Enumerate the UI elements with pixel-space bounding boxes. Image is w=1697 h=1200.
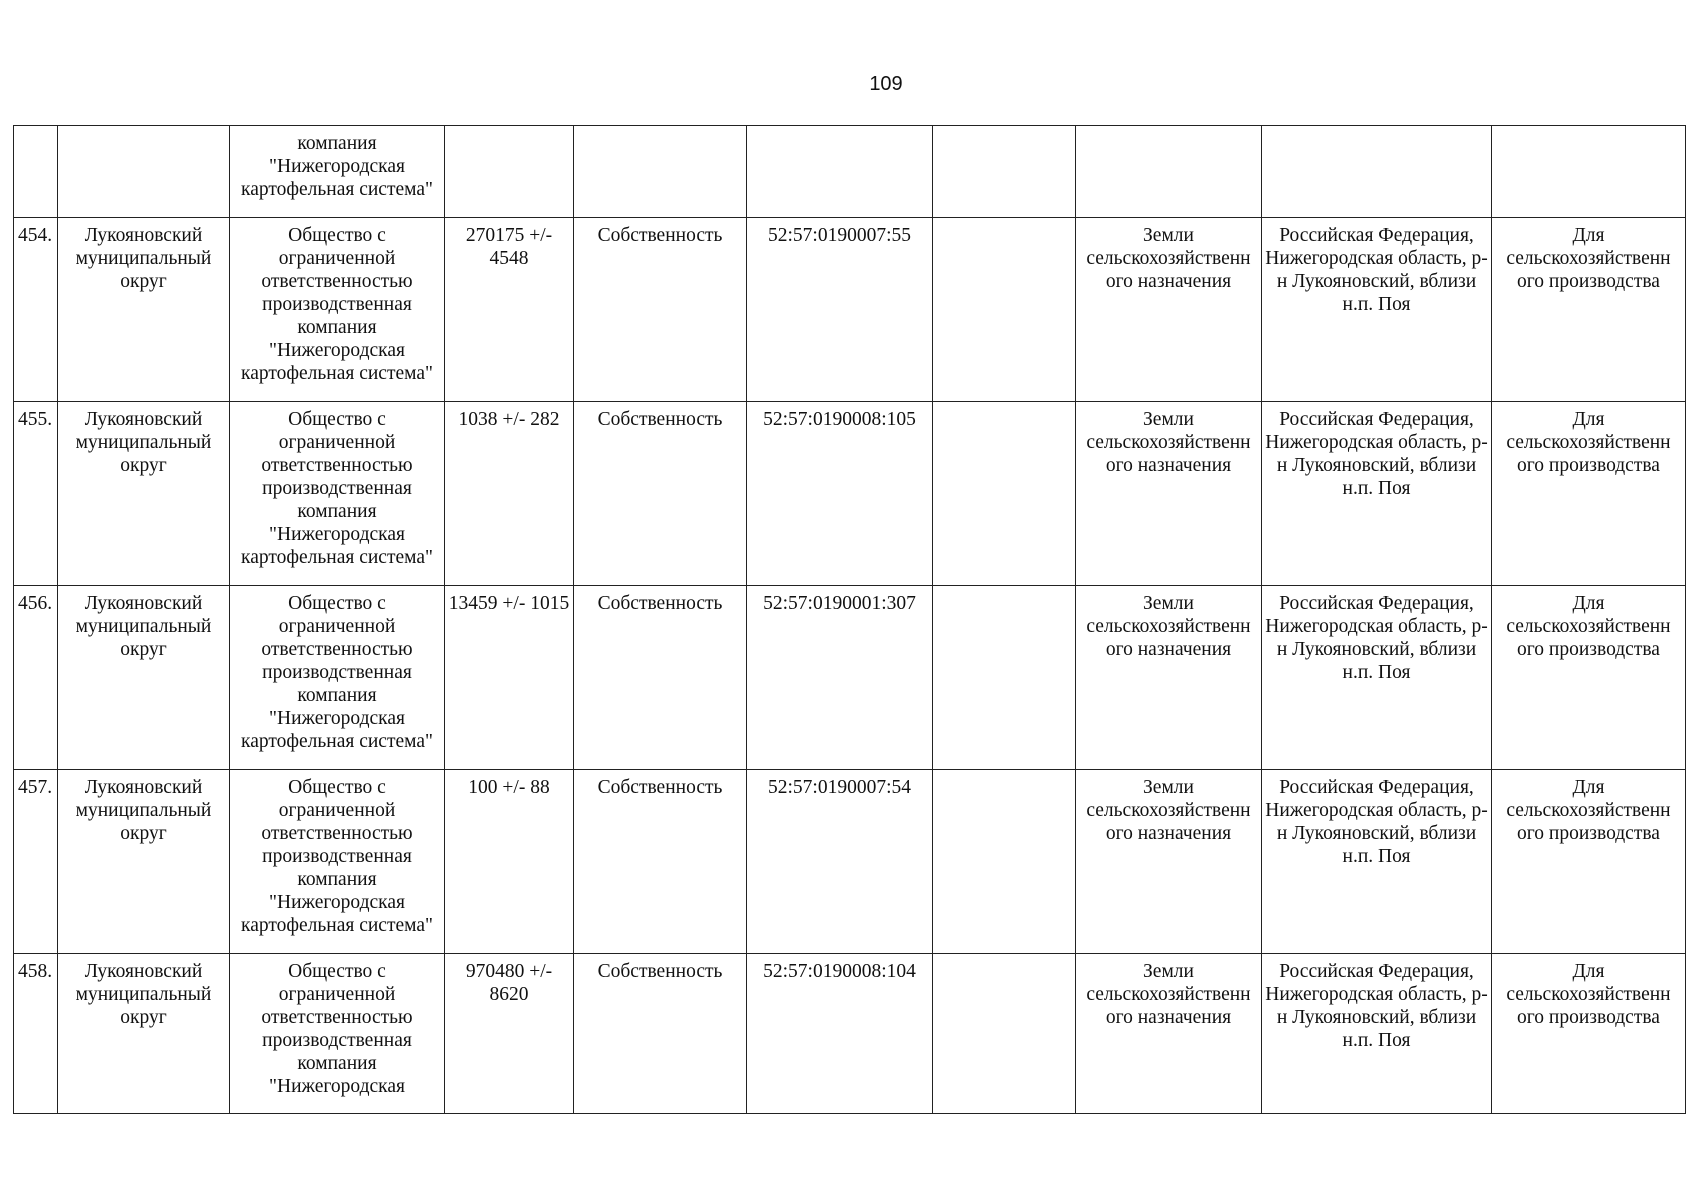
cell-area bbox=[445, 126, 574, 218]
cell-municipality: Лукояновский муниципальный округ bbox=[58, 402, 230, 586]
cell-location: Российская Федерация, Нижегородская область, р-н Лукояновский, вблизи н.п. Поя bbox=[1262, 218, 1492, 402]
cell-area: 270175 +/- 4548 bbox=[445, 218, 574, 402]
cell-num: 454. bbox=[14, 218, 58, 402]
cell-location: Российская Федерация, Нижегородская область, р-н Лукояновский, вблизи н.п. Поя bbox=[1262, 770, 1492, 954]
table-row bbox=[14, 770, 1686, 954]
cell-cadastral: 52:57:0190008:104 bbox=[747, 954, 933, 1114]
table-row bbox=[14, 954, 1686, 1114]
cell-cadastral: 52:57:0190007:54 bbox=[747, 770, 933, 954]
cell-owner: компания "Нижегородская картофельная система" bbox=[230, 126, 445, 218]
cell-num: 456. bbox=[14, 586, 58, 770]
cell-extra bbox=[933, 586, 1076, 770]
cell-owner: Общество с ограниченной ответственностью производственная компания "Нижегородская картофельная система" bbox=[230, 586, 445, 770]
cell-cadastral bbox=[747, 126, 933, 218]
cell-owner: Общество с ограниченной ответственностью производственная компания "Нижегородская bbox=[230, 954, 445, 1114]
cell-right: Собственность bbox=[574, 402, 747, 586]
cell-use: Для сельскохозяйственн ого производства bbox=[1492, 218, 1686, 402]
cell-use: Для сельскохозяйственн ого производства bbox=[1492, 586, 1686, 770]
cell-right: Собственность bbox=[574, 770, 747, 954]
table-row bbox=[14, 586, 1686, 770]
cell-right: Собственность bbox=[574, 218, 747, 402]
cell-location: Российская Федерация, Нижегородская область, р-н Лукояновский, вблизи н.п. Поя bbox=[1262, 954, 1492, 1114]
cell-extra bbox=[933, 770, 1076, 954]
cell-owner: Общество с ограниченной ответственностью производственная компания "Нижегородская картофельная система" bbox=[230, 218, 445, 402]
cell-municipality: Лукояновский муниципальный округ bbox=[58, 954, 230, 1114]
cell-area: 1038 +/- 282 bbox=[445, 402, 574, 586]
cell-area: 13459 +/- 1015 bbox=[445, 586, 574, 770]
cell-use: Для сельскохозяйственн ого производства bbox=[1492, 954, 1686, 1114]
cell-owner: Общество с ограниченной ответственностью производственная компания "Нижегородская картофельная система" bbox=[230, 770, 445, 954]
cell-right bbox=[574, 126, 747, 218]
land-registry-table bbox=[13, 125, 1686, 1114]
cell-category: Земли сельскохозяйственн ого назначения bbox=[1076, 218, 1262, 402]
cell-municipality: Лукояновский муниципальный округ bbox=[58, 586, 230, 770]
cell-num: 455. bbox=[14, 402, 58, 586]
cell-use: Для сельскохозяйственн ого производства bbox=[1492, 402, 1686, 586]
cell-cadastral: 52:57:0190007:55 bbox=[747, 218, 933, 402]
cell-category: Земли сельскохозяйственн ого назначения bbox=[1076, 954, 1262, 1114]
cell-use: Для сельскохозяйственн ого производства bbox=[1492, 770, 1686, 954]
table-row bbox=[14, 218, 1686, 402]
cell-category bbox=[1076, 126, 1262, 218]
cell-municipality: Лукояновский муниципальный округ bbox=[58, 218, 230, 402]
cell-num: 458. bbox=[14, 954, 58, 1114]
cell-extra bbox=[933, 954, 1076, 1114]
cell-use bbox=[1492, 126, 1686, 218]
cell-extra bbox=[933, 402, 1076, 586]
cell-location: Российская Федерация, Нижегородская область, р-н Лукояновский, вблизи н.п. Поя bbox=[1262, 402, 1492, 586]
cell-extra bbox=[933, 218, 1076, 402]
table-row-continuation bbox=[14, 126, 1686, 218]
cell-category: Земли сельскохозяйственн ого назначения bbox=[1076, 586, 1262, 770]
cell-num: 457. bbox=[14, 770, 58, 954]
cell-location bbox=[1262, 126, 1492, 218]
cell-cadastral: 52:57:0190001:307 bbox=[747, 586, 933, 770]
cell-municipality bbox=[58, 126, 230, 218]
cell-cadastral: 52:57:0190008:105 bbox=[747, 402, 933, 586]
cell-municipality: Лукояновский муниципальный округ bbox=[58, 770, 230, 954]
cell-area: 970480 +/- 8620 bbox=[445, 954, 574, 1114]
cell-area: 100 +/- 88 bbox=[445, 770, 574, 954]
table-row bbox=[14, 402, 1686, 586]
cell-right: Собственность bbox=[574, 586, 747, 770]
cell-category: Земли сельскохозяйственн ого назначения bbox=[1076, 402, 1262, 586]
page-number: 109 bbox=[869, 73, 903, 95]
cell-category: Земли сельскохозяйственн ого назначения bbox=[1076, 770, 1262, 954]
cell-extra bbox=[933, 126, 1076, 218]
cell-location: Российская Федерация, Нижегородская область, р-н Лукояновский, вблизи н.п. Поя bbox=[1262, 586, 1492, 770]
cell-right: Собственность bbox=[574, 954, 747, 1114]
cell-num bbox=[14, 126, 58, 218]
cell-owner: Общество с ограниченной ответственностью производственная компания "Нижегородская картофельная система" bbox=[230, 402, 445, 586]
